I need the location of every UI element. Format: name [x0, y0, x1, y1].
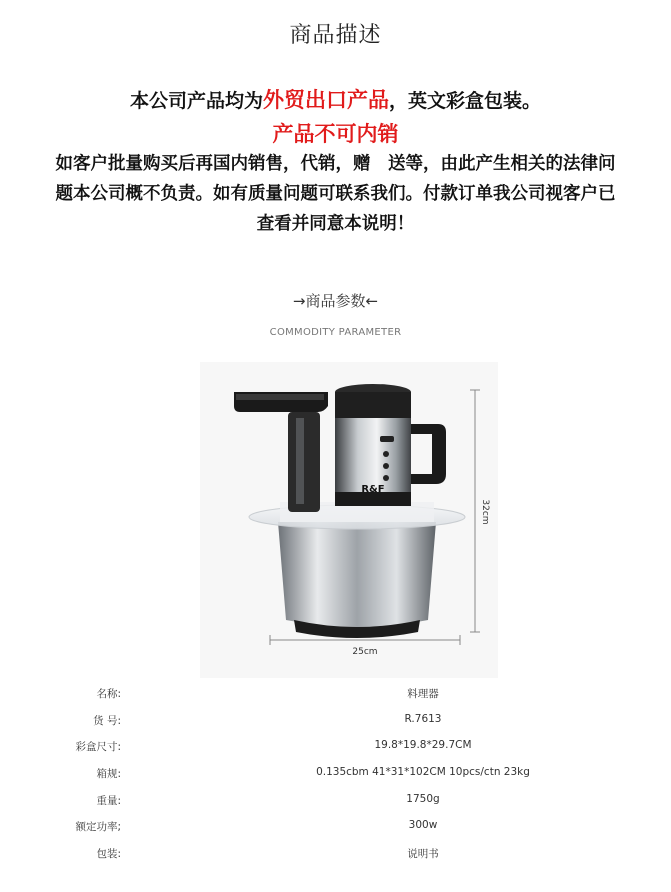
height-label: 32cm	[480, 499, 490, 525]
param-row-weight	[0, 793, 671, 813]
product-image	[200, 362, 498, 678]
param-value: 0.135cbm 41*31*102CM 10pcs/ctn 23kg	[316, 766, 530, 778]
param-label: 重量:	[96, 795, 121, 807]
param-label: 额定功率;	[75, 821, 121, 833]
notice-line-1-highlight: 外贸出口产品	[263, 87, 389, 112]
param-label: 包装:	[96, 848, 121, 860]
notice-line-1	[0, 82, 671, 119]
param-row-carton	[0, 766, 671, 786]
param-value: 300w	[408, 819, 438, 831]
param-label: 箱规:	[96, 768, 121, 780]
notice-line-5: 查看并同意本说明！	[256, 214, 415, 234]
param-row-box-size	[0, 739, 671, 759]
notice-line-2: 产品不可内销	[272, 121, 399, 146]
param-value: 1750g	[406, 793, 440, 805]
section-title: →商品参数←	[292, 292, 379, 310]
param-row-item-no	[0, 713, 671, 733]
notice-line-4: 题本公司概不负责。如有质量问题可联系我们。付款订单我公司视客户已	[55, 184, 616, 204]
notice-block	[0, 82, 671, 239]
notice-line-3: 如客户批量购买后再国内销售，代销，赠 送等，由此产生相关的法律问	[55, 154, 616, 174]
brand-logo: R&F	[361, 484, 385, 495]
food-chopper-illustration	[200, 362, 498, 678]
notice-line-1-prefix: 本公司产品均为	[129, 90, 263, 112]
param-row-package	[0, 846, 671, 866]
page-title: 商品描述	[289, 23, 382, 48]
width-label: 25cm	[352, 647, 378, 657]
section-subtitle: COMMODITY PARAMETER	[269, 327, 402, 338]
param-value: 19.8*19.8*29.7CM	[374, 739, 472, 751]
param-value: 说明书	[407, 848, 439, 860]
param-label: 彩盒尺寸:	[75, 741, 121, 753]
notice-line-1-suffix: ，英文彩盒包装。	[389, 90, 542, 112]
param-label: 货 号:	[93, 715, 121, 727]
param-row-power	[0, 819, 671, 839]
param-value: R.7613	[404, 713, 442, 725]
param-value: 料理器	[407, 688, 439, 700]
param-row-name	[0, 686, 671, 706]
param-label: 名称:	[96, 688, 121, 700]
